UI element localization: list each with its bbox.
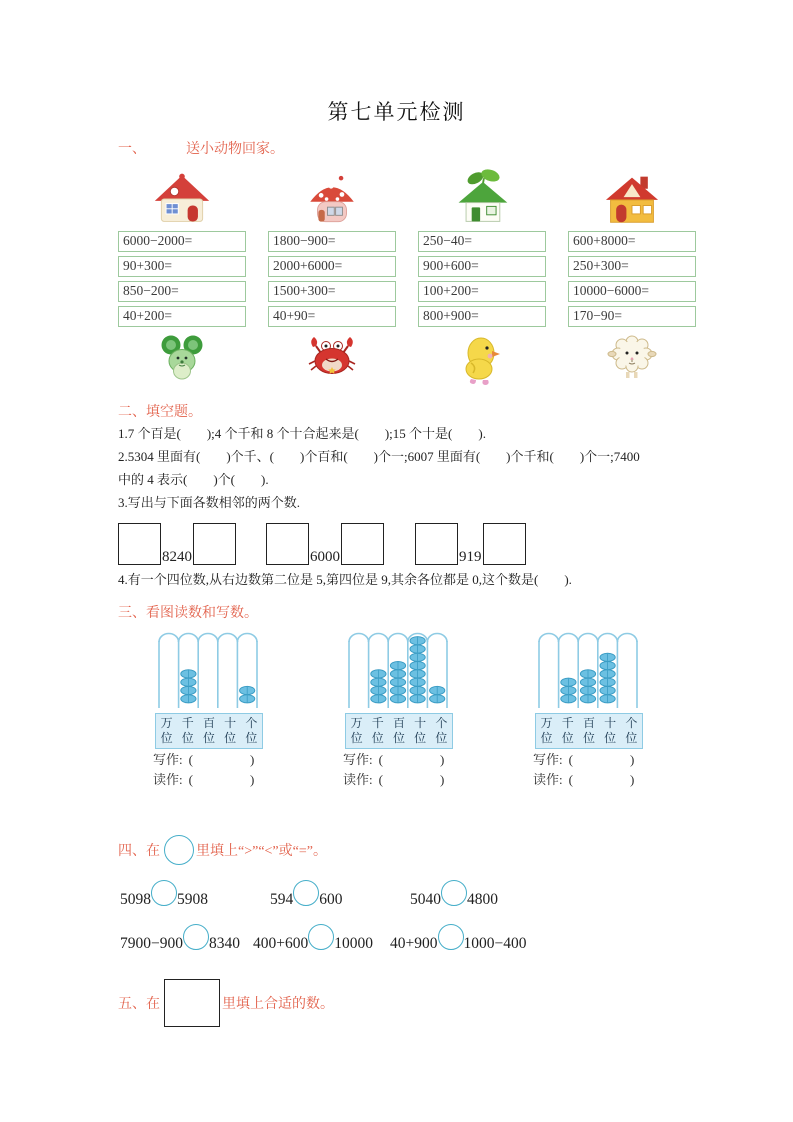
expression-answer-box[interactable]: [268, 231, 396, 252]
expression-text: 100+200=: [423, 283, 479, 298]
section5-heading: 五、在 里填上合适的数。: [118, 969, 696, 1021]
neighbor-group: [415, 523, 526, 565]
expression-answer-box[interactable]: [568, 281, 696, 302]
expression-answer-box[interactable]: [418, 306, 546, 327]
expression-answer-box[interactable]: [568, 231, 696, 252]
section3-heading: 三、看图读数和写数。: [118, 606, 258, 621]
question-4: 4.有一个四位数,从右边数第二位是 5,第四位是 9,其余各位都是 0,这个数是( ).: [118, 572, 572, 587]
expression-answer-box[interactable]: [118, 306, 246, 327]
right-value: 1000−400: [463, 935, 527, 952]
previous-number-box[interactable]: [118, 523, 161, 565]
write-as-line[interactable]: 写作: ( ): [153, 752, 256, 767]
comparison-circle[interactable]: [293, 880, 319, 906]
example-circle-icon: [164, 835, 194, 865]
comparison-item: [390, 924, 527, 953]
right-value: 4800: [467, 891, 498, 908]
left-value: 594: [270, 891, 294, 908]
expression-text: 2000+6000=: [273, 258, 343, 273]
comparison-circle[interactable]: [308, 924, 334, 950]
left-value: 400+600: [253, 935, 309, 952]
comparison-circle[interactable]: [438, 924, 464, 950]
left-value: 5040: [410, 891, 441, 908]
center-number: 6000: [310, 549, 340, 565]
expression-answer-box[interactable]: [268, 306, 396, 327]
read-as-line[interactable]: 读作: ( ): [533, 772, 636, 787]
expression-text: 250−40=: [423, 233, 472, 248]
expression-text: 90+300=: [123, 258, 172, 273]
write-as-line[interactable]: 写作: ( ): [533, 752, 636, 767]
next-number-box[interactable]: [341, 523, 384, 565]
expression-answer-box[interactable]: [418, 256, 546, 277]
abacus-row: [118, 630, 696, 789]
right-value: 8340: [209, 935, 240, 952]
expression-answer-box[interactable]: [118, 256, 246, 277]
neighbor-numbers-row: [118, 521, 696, 565]
expression-answer-box[interactable]: [418, 281, 546, 302]
red-house-icon: [118, 166, 246, 226]
expression-answer-box[interactable]: [268, 281, 396, 302]
expression-answer-box[interactable]: [268, 256, 396, 277]
read-as-line[interactable]: 读作: ( ): [153, 772, 256, 787]
comparison-item: [120, 924, 253, 953]
yellow-house-icon: [568, 166, 696, 226]
animal-home-column: [268, 166, 396, 389]
comparison-row-2: [118, 921, 696, 953]
animal-home-column: [118, 166, 246, 389]
expression-text: 800+900=: [423, 308, 479, 323]
expression-text: 1500+300=: [273, 283, 336, 298]
expression-text: 10000−6000=: [573, 283, 649, 298]
animal-home-column: [568, 166, 696, 389]
left-value: 7900−900: [120, 935, 183, 952]
left-value: 5098: [120, 891, 151, 908]
comparison-item: [410, 880, 498, 909]
send-animals-home-grid: [118, 166, 696, 389]
place-value-labels: 万 千 百 十 个 位 位 位 位 位: [345, 713, 453, 749]
previous-number-box[interactable]: [266, 523, 309, 565]
right-value: 5908: [177, 891, 208, 908]
leaf-house-icon: [418, 166, 546, 226]
section2-heading: 二、填空题。: [118, 405, 202, 420]
animal-home-column: [418, 166, 546, 389]
place-value-labels: 万 千 百 十 个 位 位 位 位 位: [155, 713, 263, 749]
expression-text: 600+8000=: [573, 233, 636, 248]
abacus-block: [153, 630, 265, 789]
abacus-block: [533, 630, 645, 789]
comparison-circle[interactable]: [183, 924, 209, 950]
comparison-circle[interactable]: [441, 880, 467, 906]
expression-text: 40+90=: [273, 308, 316, 323]
abacus-frame: [533, 630, 643, 708]
white-sheep-icon: [568, 333, 696, 389]
expression-text: 40+200=: [123, 308, 172, 323]
expression-answer-box[interactable]: [118, 231, 246, 252]
red-crab-icon: [268, 333, 396, 389]
expression-text: 250+300=: [573, 258, 629, 273]
expression-text: 6000−2000=: [123, 233, 193, 248]
place-value-labels: 万 千 百 十 个 位 位 位 位 位: [535, 713, 643, 749]
next-number-box[interactable]: [483, 523, 526, 565]
section1-title: 送小动物回家。: [186, 142, 284, 157]
section1-heading: [118, 138, 696, 158]
question-1: 1.7 个百是( );4 个千和 8 个十合起来是( );15 个十是( ).: [118, 426, 486, 441]
expression-text: 1800−900=: [273, 233, 336, 248]
next-number-box[interactable]: [193, 523, 236, 565]
neighbor-group: [118, 523, 236, 565]
comparison-item: [253, 924, 390, 953]
comparison-row-1: [118, 877, 696, 909]
read-as-line[interactable]: 读作: ( ): [343, 772, 446, 787]
expression-answer-box[interactable]: [568, 256, 696, 277]
right-value: 600: [319, 891, 343, 908]
green-mouse-icon: [118, 333, 246, 389]
center-number: 919: [459, 549, 482, 565]
left-value: 40+900: [390, 935, 438, 952]
expression-text: 170−90=: [573, 308, 622, 323]
expression-text: 850−200=: [123, 283, 179, 298]
page-title: 第七单元检测: [327, 100, 466, 124]
neighbor-group: [266, 523, 384, 565]
abacus-frame: [343, 630, 453, 708]
question-2-line1: 2.5304 里面有( )个千、( )个百和( )个一;6007 里面有( )个千和( )个一;7400: [118, 449, 640, 464]
yellow-chick-icon: [418, 333, 546, 389]
comparison-circle[interactable]: [151, 880, 177, 906]
expression-answer-box[interactable]: [118, 281, 246, 302]
expression-text: 900+600=: [423, 258, 479, 273]
question-3: 3.写出与下面各数相邻的两个数.: [118, 495, 301, 510]
expression-answer-box[interactable]: [568, 306, 696, 327]
mushroom-house-icon: [268, 166, 396, 226]
answer-square-box[interactable]: [164, 979, 220, 1027]
comparison-item: [270, 880, 410, 909]
comparison-item: [120, 880, 270, 909]
right-value: 10000: [334, 935, 373, 952]
section1-number: 一、: [118, 142, 146, 157]
section4-heading: 四、在 里填上“>”“<”或“=”。: [118, 835, 696, 865]
abacus-block: [343, 630, 455, 789]
write-as-line[interactable]: 写作: ( ): [343, 752, 446, 767]
question-2-line2: 中的 4 表示( )个( ).: [118, 472, 269, 487]
abacus-frame: [153, 630, 263, 708]
expression-answer-box[interactable]: [418, 231, 546, 252]
center-number: 8240: [162, 549, 192, 565]
previous-number-box[interactable]: [415, 523, 458, 565]
